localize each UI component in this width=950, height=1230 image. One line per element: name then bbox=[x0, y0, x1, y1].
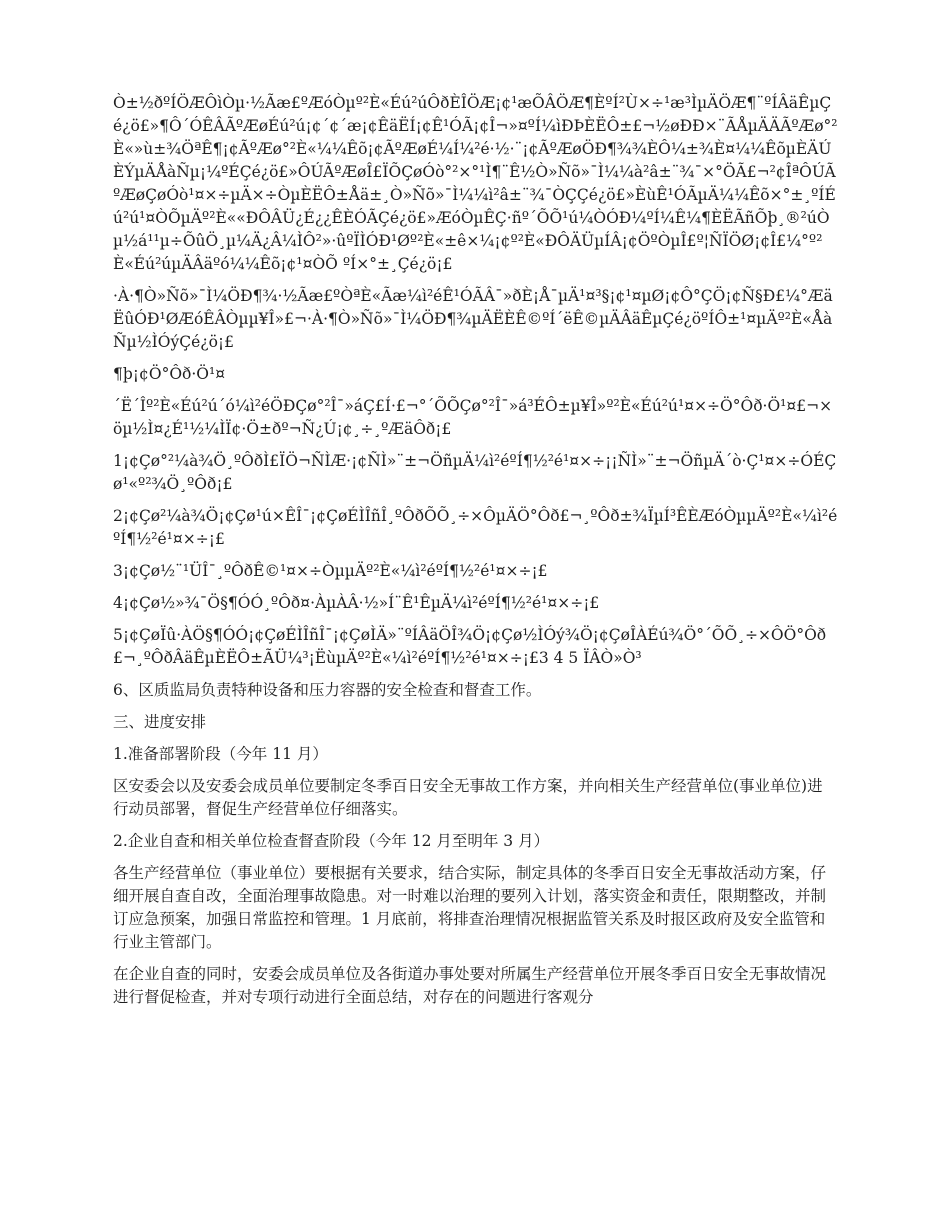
duty-item-2: 2¡¢Çø²¼à¾Ö¡¢Çø¹ú×ÊÎ¯¡¢ÇøÉÌÎñÎ¸ºÔðÕÕ¸÷×ÔµÄÖ°Ôð£¬¸ºÔð±¾ÏµÍ³ÊÈÆóÒµµÄº²È«¼ì²éºÍ¶½²é¹¤×÷¡£ bbox=[113, 507, 838, 548]
heading-division-of-duties: ¶þ¡¢Ö°Ôð·Ö¹¤ bbox=[113, 365, 226, 383]
paragraph-co-poisoning: ·À·¶Ò»Ñõ»¯Ì¼ÖÐ¶¾·½Ãæ£ºÒªÈ«Ãæ¼ì²éÊ¹ÓÃÂ¯»ðÈ¡Å¯µÄ¹¤³§¡¢¹¤µØ¡¢Ô°ÇÖ¡¢Ñ§Ð£¼°ÆäËûÓÐ¹ØÆóÊÂÒµµ¥Î»£¬·À·¶Ò»Ñõ»¯Ì¼ÖÐ¶¾µÄËÈÊ©ºÍ´ëÊ©µÄÂäÊµÇé¿öºÍÔ±¹¤µÄº²È«ÅàÑµ½ÌÓýÇé¿ö¡£ bbox=[113, 287, 833, 351]
heading-schedule: 三、进度安排 bbox=[113, 713, 207, 731]
duty-item-6: 6、区质监局负责特种设备和压力容器的安全检查和督查工作。 bbox=[113, 681, 542, 699]
schedule-stage-2-body: 各生产经营单位（事业单位）要根据有关要求，结合实际，制定具体的冬季百日安全无事故活动方案，仔细开展自查自改，全面治理事故隐患。对一时难以治理的要列入计划，落实资金和责任，限期整改，并制订应急预案，加强日常监控和管理。1 月底前，将排查治理情况根据监管关系及时报区政府及安全监管和行业主管部门。 bbox=[113, 864, 827, 951]
duty-item-3: 3¡¢Çø½¨¹ÜÎ¯¸ºÔðÊ©¹¤×÷ÒµµÄº²È«¼ì²éºÍ¶½²é¹¤×÷¡£ bbox=[113, 562, 548, 580]
duty-item-4: 4¡¢Çø½»¾¯Ö§¶ÓÓ¸ºÔð¤·ÀµÀÂ·½»Í¨Ê¹ÊµÄ¼ì²éºÍ¶½²é¹¤×÷¡£ bbox=[113, 594, 600, 612]
schedule-stage-2-inspection: 在企业自查的同时，安委会成员单位及各街道办事处要对所属生产经营单位开展冬季百日安全无事故情况进行督促检查，并对专项行动进行全面总结，对存在的问题进行客观分 bbox=[113, 965, 827, 1006]
schedule-stage-2-heading: 2.企业自查和相关单位检查督查阶段（今年 12 月至明年 3 月） bbox=[113, 832, 550, 850]
duty-item-5: 5¡¢ÇøÏû·ÀÖ§¶ÓÓ¡¢ÇøÉÌÎñÎ¯¡¢ÇøÌÄ»¨ºÍÂäÖÎ¾Ö¡¢Çø½ÌÓý¾Ö¡¢ÇøÎÀÉú¾Ö°´ÕÕ¸÷×ÔÖ°Ôð£¬¸ºÔðÂäÊµÈËÔ±ÃÜ¼³¡ËùµÄº²È«¼ì²éºÍ¶½²é¹¤×÷¡£3 4 5 ÏÂÒ»Ò³ bbox=[113, 626, 827, 667]
schedule-stage-1-heading: 1.准备部署阶段（今年 11 月） bbox=[113, 745, 328, 763]
document-body bbox=[113, 92, 838, 1018]
duty-item-1: 1¡¢Çø°²¼à¾Ö¸ºÔðÌ£ÏÖ¬ÑÌÆ·¡¢ÑÌ»¨±¬ÖñµÄ¼ì²éºÍ¶½²é¹¤×÷¡¡ÑÌ»¨±¬ÖñµÄ´ò·Ç¹¤×÷ÓÉÇø¹«º²¾Ö¸ºÔð¡£ bbox=[113, 452, 837, 493]
schedule-stage-1-body: 区安委会以及安委会成员单位要制定冬季百日安全无事故工作方案，并向相关生产经营单位(事业单位)进行动员部署，督促生产经营单位仔细落实。 bbox=[113, 777, 823, 818]
paragraph-duties-intro: ´Ë´Îº²È«Éú²ú´ó¼ì²éÖÐÇø°²Î¯»áÇ£Í·£¬°´ÕÕÇø°²Î¯»á³ÉÔ±µ¥Î»º²È«Éú²ú¹¤×÷Ö°Ôð·Ö¹¤£¬×öµ½Ì¤¿É¹½¼ÌÏ¢·Ö±ðº¬Ñ¿Ú¡¢¸÷¸ºÆäÔð¡£ bbox=[113, 397, 833, 438]
paragraph-gas-industry: Ò±½ðºÍÖÆÔìÒµ·½Ãæ£ºÆóÒµº²È«Éú²úÔðÈÎÖÆ¡¢¹æÕÂÖÆ¶ÈºÍ²Ù×÷¹æ³ÌµÄÖÆ¶¨ºÍÂäÊµÇé¿ö£»¶Ô´ÓÊÂÃºÆøÉú²ú¡¢´¢´æ¡¢ÊäËÍ¡¢Ê¹ÓÃ¡¢Î¬»¤ºÍ¼ìÐÞÈËÔ±£¬½øÐÐ×¨ÃÅµÄÄÃºÆø°²È«»ù±¾ÖªÊ¶¡¢ÃºÆø°²È«¼¼Êõ¡¢ÃºÆøÉ¼Í¼²é·½·¨¡¢ÃºÆøÖÐ¶¾¾ÈÔ¼±¾È¤¼¼ÊõµÈÄÚÈÝµÄÅàÑµ¡¼ºÉÇé¿ö£»ÔÚÃºÆøÎ£ÏÕÇøÓò°²×°¹Ì¶¨Ê½Ò»Ñõ»¯Ì¼¼à²â±¨¾¯×°ÖÃ£¬²¢ÎªÔÚÃºÆøÇøÓò¹¤×÷µÄ×÷ÒµÈËÔ±Åä±¸Ò»Ñõ»¯Ì¼¼ì²â±¨¾¯ÒÇÇé¿ö£»ÈùÊ¹ÓÃµÄ¼¼Êõ×°±¸ºÍÉú²ú¹¤ÒÕµÄº²È««ÐÔÂÜ¿É¿¿ÊÈÓÃÇé¿ö£»ÆóÒµÊÇ·ñº´ÕÕ¹ú¼ÒÓÐ¼ºÍ¼Ê¼¶ÈËÃñÕþ¸®²úÒµ½á¹¹µ÷ÕûÖ¸µ¼Ä¿Â¼ÌÔ²»·ûºÏÌÓÐ¹Øº²È«±ê×¼¡¢º²È«ÐÔÄÜµÍÂ¡¢ÖºÒµÎ£º¦ÑÏÖØ¡¢Î£¼°º²È«Éú²úµÄÂäºó¼¼Êõ¡¢¹¤ÒÕ ºÍ×°±¸Çé¿ö¡£ bbox=[113, 94, 838, 273]
